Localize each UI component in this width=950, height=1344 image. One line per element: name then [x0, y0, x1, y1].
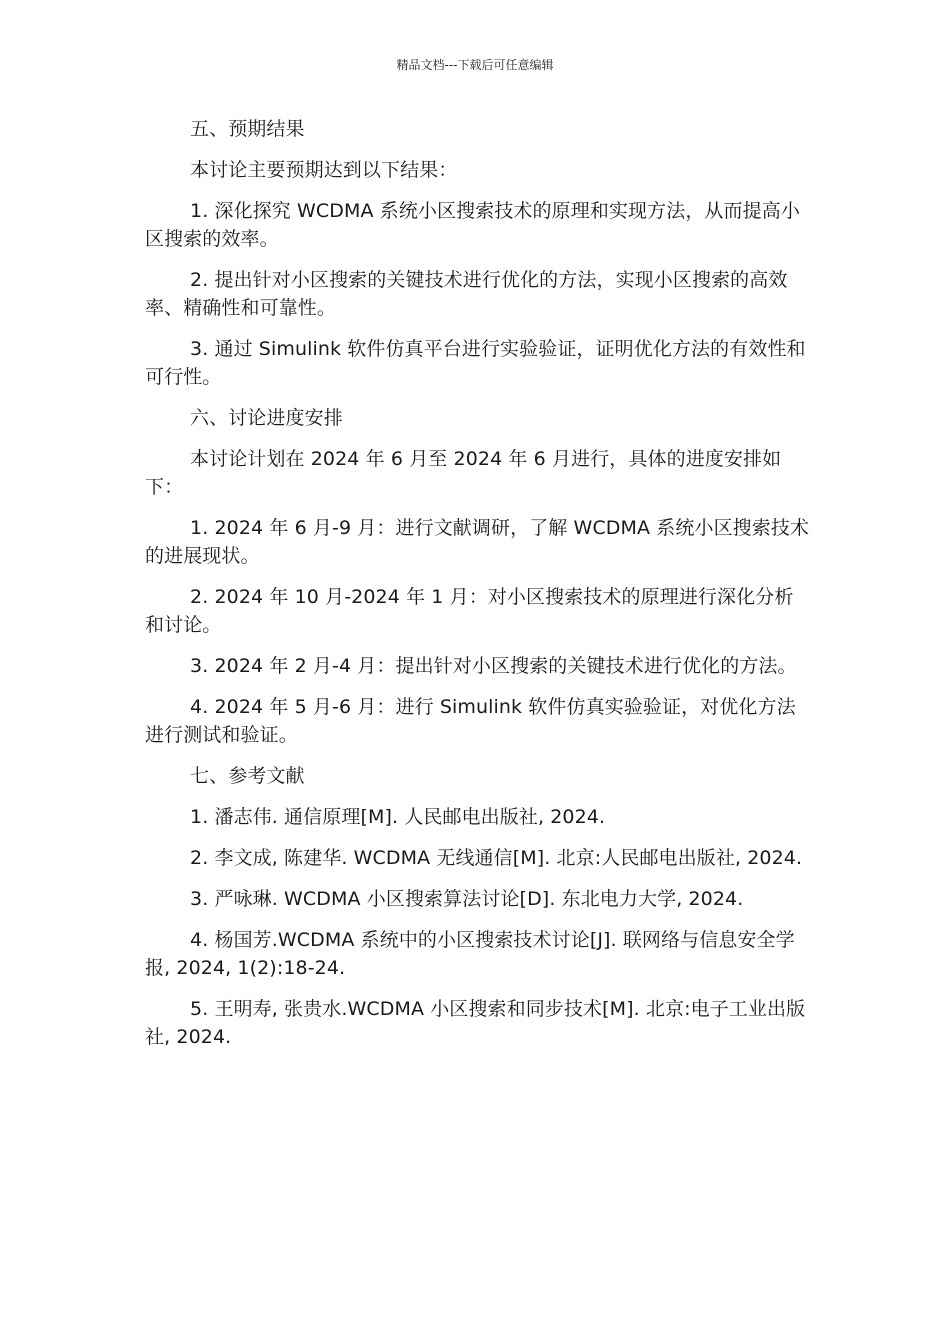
section-heading-references: 七、参考文献	[190, 765, 305, 787]
list-item: 1. 深化探究 WCDMA 系统小区搜索技术的原理和实现方法，从而提高小区搜索的效率。	[145, 200, 800, 250]
reference-item: 4. 杨国芳.WCDMA 系统中的小区搜索技术讨论[J]. 联网络与信息安全学报, 2024, 1(2):18-24.	[145, 929, 795, 979]
reference-item: 1. 潘志伟. 通信原理[M]. 人民邮电出版社, 2024.	[190, 806, 606, 828]
reference-item: 5. 王明寿, 张贵水.WCDMA 小区搜索和同步技术[M]. 北京:电子工业出版社, 2024.	[145, 998, 806, 1048]
document-body	[145, 115, 810, 1064]
paragraph: 本讨论计划在 2024 年 6 月至 2024 年 6 月进行，具体的进度安排如下：	[145, 448, 782, 498]
section-heading-schedule: 六、讨论进度安排	[190, 407, 343, 429]
list-item: 1. 2024 年 6 月-9 月：进行文献调研，了解 WCDMA 系统小区搜索技术的进展现状。	[145, 517, 810, 567]
list-item: 3. 2024 年 2 月-4 月：提出针对小区搜索的关键技术进行优化的方法。	[190, 655, 797, 677]
list-item: 2. 提出针对小区搜索的关键技术进行优化的方法，实现小区搜索的高效率、精确性和可靠性。	[145, 269, 788, 319]
list-item: 4. 2024 年 5 月-6 月：进行 Simulink 软件仿真实验验证，对优化方法进行测试和验证。	[145, 696, 796, 746]
page-header: 精品文档---下载后可任意编辑	[396, 58, 554, 72]
section-heading-expected-results: 五、预期结果	[190, 118, 305, 140]
list-item: 3. 通过 Simulink 软件仿真平台进行实验验证，证明优化方法的有效性和可行性。	[145, 338, 806, 388]
reference-item: 3. 严咏琳. WCDMA 小区搜索算法讨论[D]. 东北电力大学, 2024.	[190, 888, 744, 910]
paragraph: 本讨论主要预期达到以下结果：	[190, 159, 458, 181]
list-item: 2. 2024 年 10 月-2024 年 1 月：对小区搜索技术的原理进行深化分析和讨论。	[145, 586, 794, 636]
reference-item: 2. 李文成, 陈建华. WCDMA 无线通信[M]. 北京:人民邮电出版社, 2024.	[190, 847, 803, 869]
